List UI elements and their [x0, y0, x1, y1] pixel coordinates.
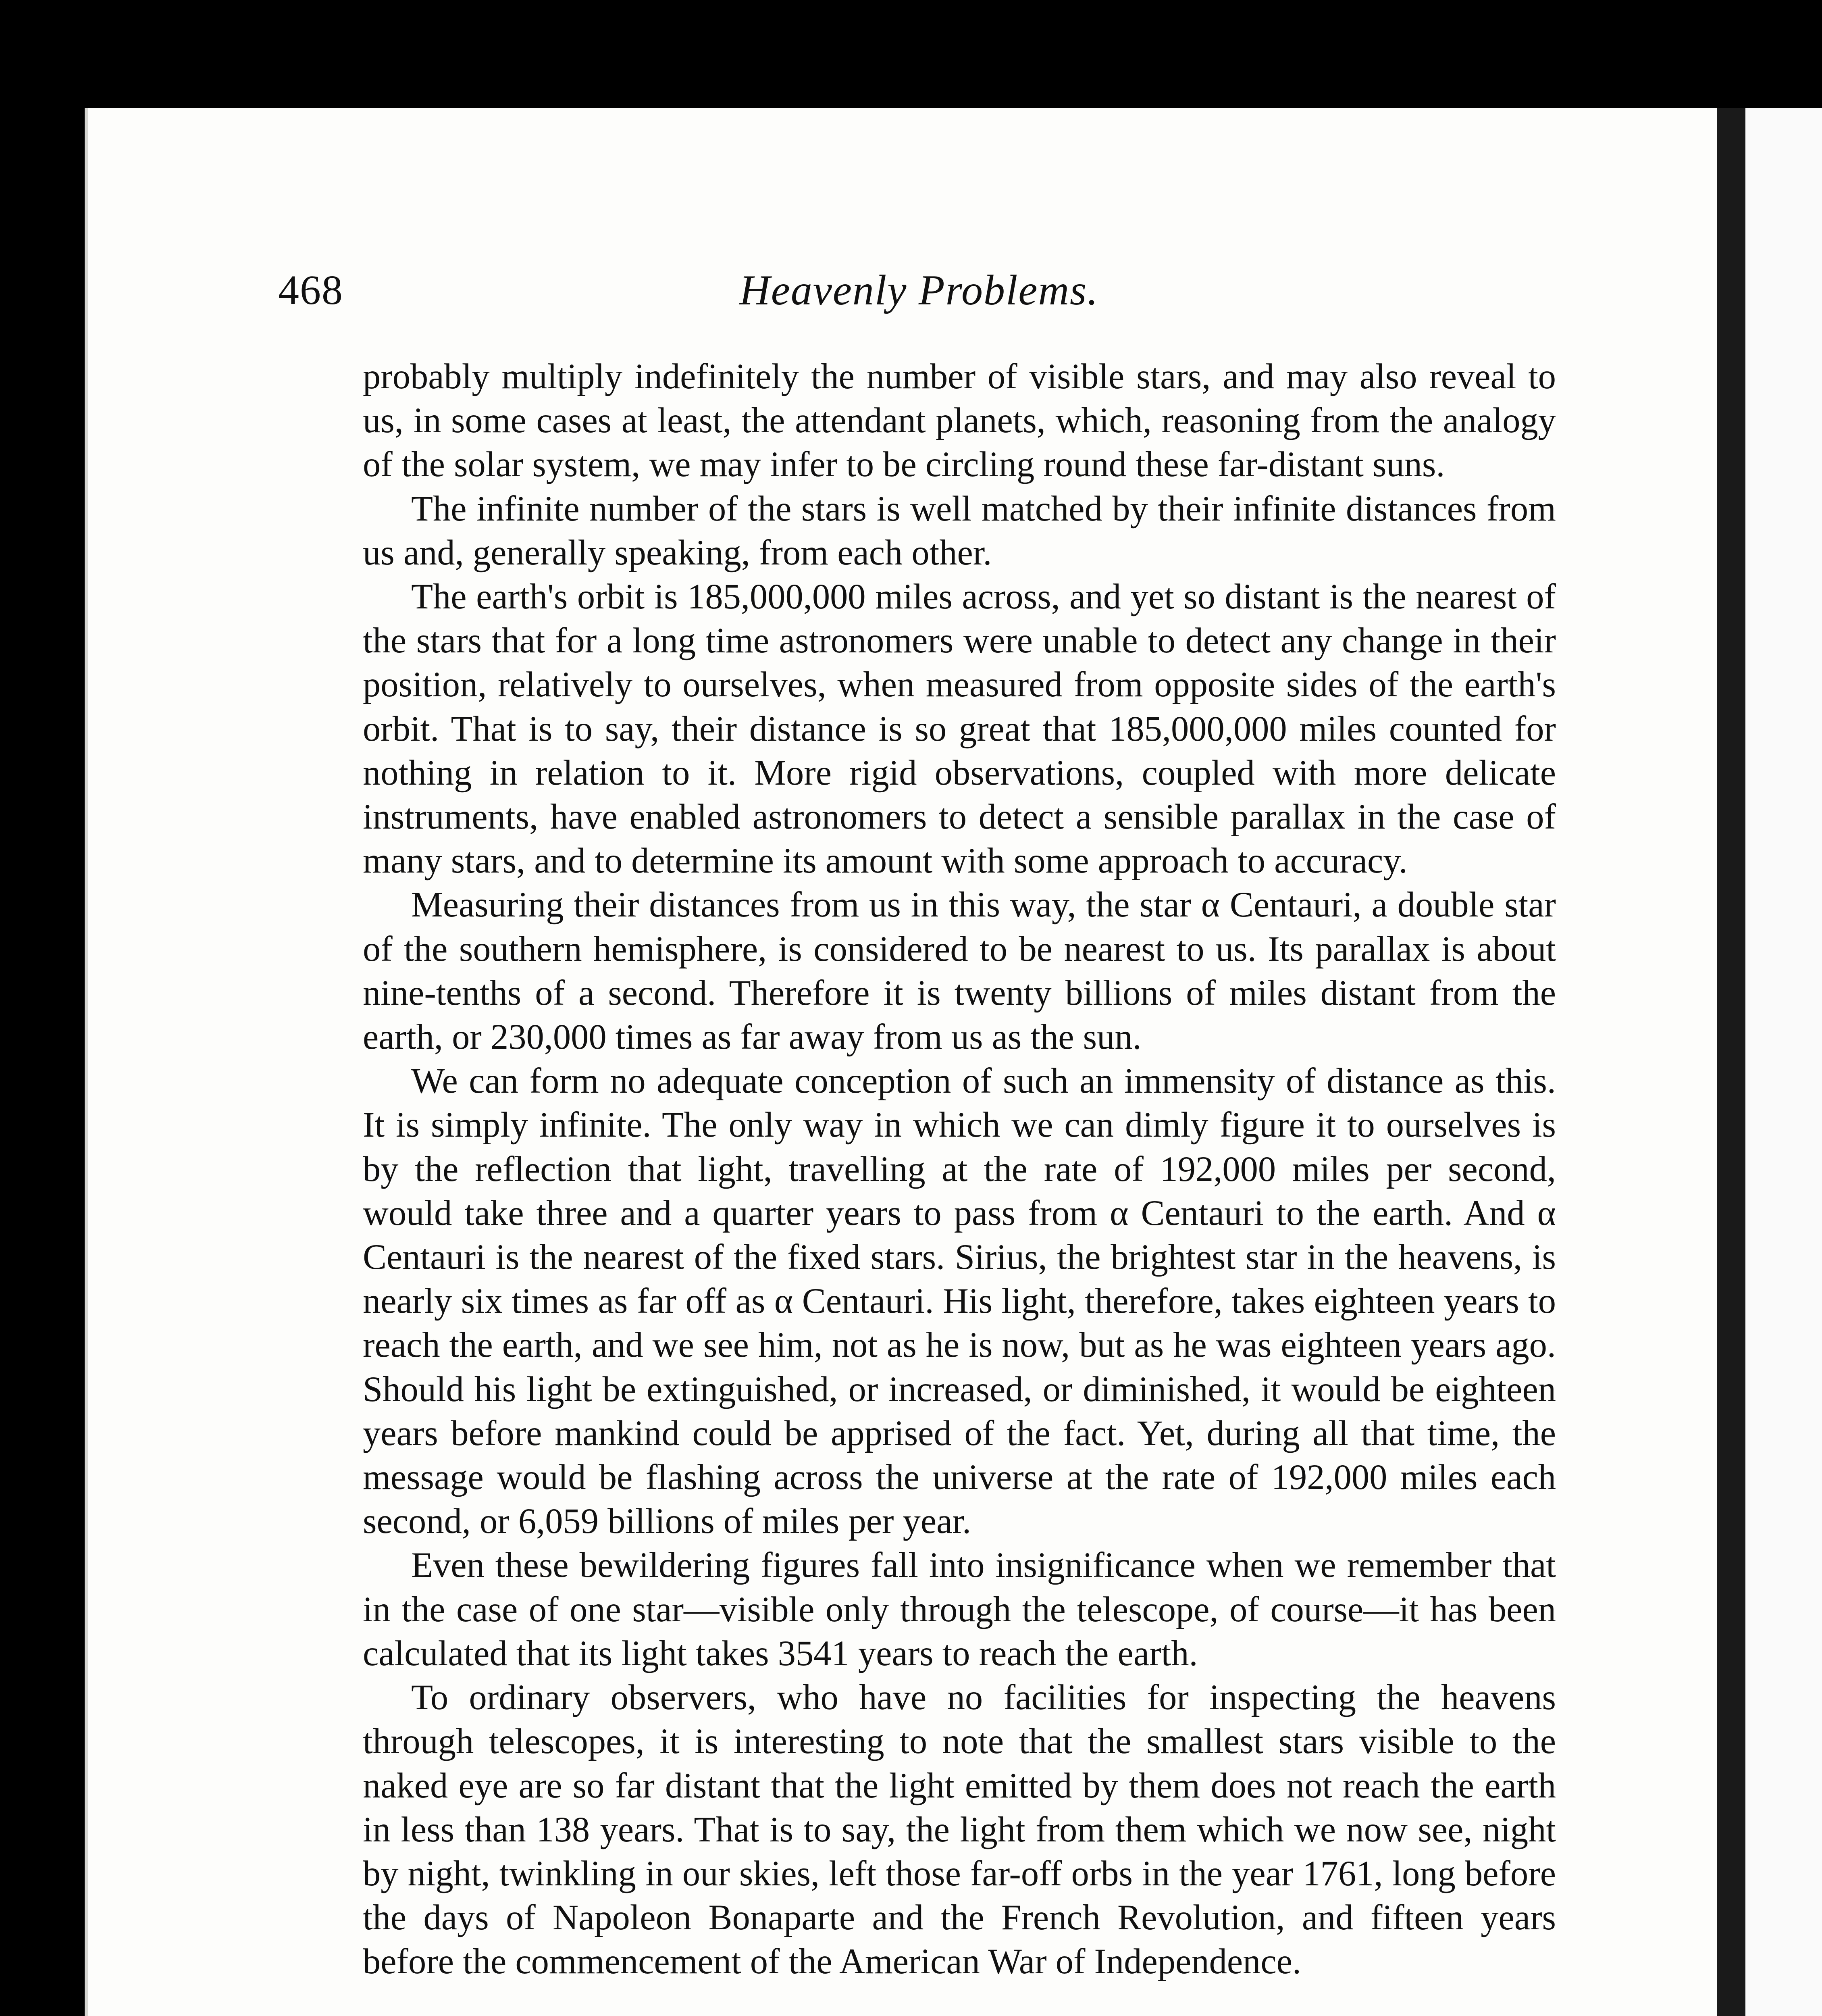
body-text: [363, 355, 1556, 1984]
paragraph-4: Measuring their distances from us in this way, the star α Centauri, a double star of the southern hemisphere, is considered to be nearest to us. Its parallax is about nine-tenths of a second. Therefore it is twenty billions of miles distant from the earth, or 230,000 times as far away from us as the sun.: [363, 885, 1556, 1057]
running-head: [278, 258, 1560, 323]
paragraph-7: To ordinary observers, who have no facilities for inspecting the heavens through telescopes, it is interesting to note that the smallest stars visible to the naked eye are so far distant that the light emitted by them does not reach the earth in less than 138 years. That is to say, the light from them which we now see, night by night, twinkling in our skies, left those far-off orbs in the year 1761, long before the days of Napoleon Bonaparte and the French Revolution, and fifteen years before the commencement of the American War of Independence.: [363, 1678, 1556, 1982]
page-gutter-shadow: [1717, 108, 1745, 2016]
running-title: Heavenly Problems.: [739, 267, 1099, 314]
paragraph-6: Even these bewildering figures fall into insignificance when we remember that in the case of one star—visible only through the telescope, of course—it has been calculated that its light takes 3541 years to reach the earth.: [363, 1545, 1556, 1673]
paragraph-3: The earth's orbit is 185,000,000 miles across, and yet so distant is the nearest of the stars that for a long time astronomers were unable to detect any change in their position, relatively to ourselves, when measured from opposite sides of the earth's orbit. That is to say, their distance is so great that 185,000,000 miles counted for nothing in relation to it. More rigid observations, coupled with more delicate instruments, have enabled astronomers to detect a sensible parallax in the case of many stars, and to determine its amount with some approach to accuracy.: [363, 577, 1556, 881]
paragraph-2: The infinite number of the stars is well matched by their infinite distances from us and, generally speaking, from each other.: [363, 489, 1556, 573]
paragraph-5: We can form no adequate conception of such an immensity of distance as this. It is simply infinite. The only way in which we can dimly figure it to ourselves is by the reflection that light, travelling at the rate of 192,000 miles per second, would take three and a quarter years to pass from α Centauri to the earth. And α Centauri is the nearest of the fixed stars. Sirius, the brightest star in the heavens, is nearly six times as far off as α Centauri. His light, therefore, takes eighteen years to reach the earth, and we see him, not as he is now, but as he was eighteen years ago. Should his light be extinguished, or increased, or diminished, it would be eighteen years before mankind could be apprised of the fact. Yet, during all that time, the message would be flashing across the universe at the rate of 192,000 miles each second, or 6,059 billions of miles per year.: [363, 1061, 1556, 1541]
paragraph-1: probably multiply indefinitely the number of visible stars, and may also reveal to us, in some cases at least, the attendant planets, which, reasoning from the analogy of the solar system, we may infer to be circling round these far-distant suns.: [363, 357, 1556, 485]
next-page-edge: [1745, 108, 1822, 2016]
page-number: 468: [278, 267, 343, 313]
